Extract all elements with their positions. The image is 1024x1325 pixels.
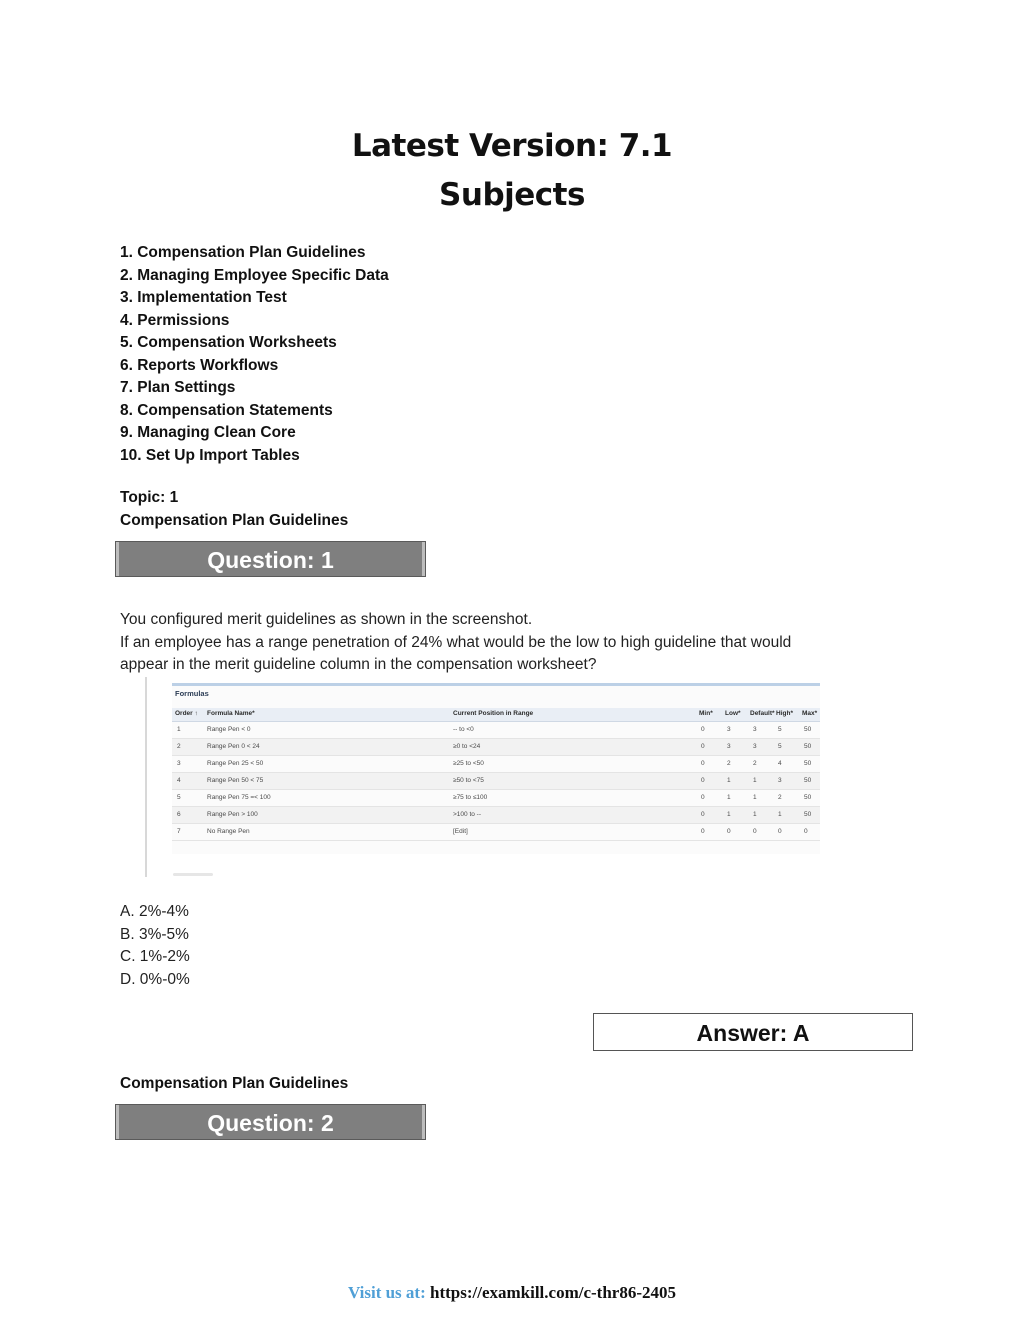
cell-max: 50	[804, 811, 812, 818]
cell-low: 1	[727, 811, 731, 818]
cell-default: 1	[753, 794, 757, 801]
scroll-mark	[173, 873, 213, 876]
table-row	[172, 790, 820, 807]
header-formula: Formula Name*	[207, 710, 255, 717]
cell-low: 3	[727, 743, 731, 750]
footer-link[interactable]: https://examkill.com/c-thr86-2405	[430, 1283, 676, 1302]
header-max: Max*	[802, 710, 818, 717]
cell-default: 1	[753, 777, 757, 784]
question-line: You configured merit guidelines as shown in the screenshot.	[120, 611, 533, 628]
cell-position: ≥50 to <75	[453, 777, 484, 784]
table-row	[172, 739, 820, 756]
cell-max: 0	[804, 828, 808, 835]
answer-box: Answer: A	[593, 1013, 913, 1051]
cell-formula: No Range Pen	[207, 828, 250, 835]
page-title: Latest Version: 7.1	[351, 128, 673, 164]
question-line: If an employee has a range penetration of 24% what would be the low to high guideline that would	[120, 633, 792, 651]
cell-formula: Range Pen > 100	[207, 811, 258, 818]
page-subtitle: Subjects	[439, 177, 585, 213]
subject-item: 10. Set Up Import Tables	[120, 446, 300, 464]
cell-formula: Range Pen 75 =< 100	[207, 794, 271, 801]
cell-min: 0	[701, 811, 705, 818]
cell-low: 1	[727, 777, 731, 784]
subject-item: 2. Managing Employee Specific Data	[120, 266, 389, 284]
cell-min: 0	[701, 726, 705, 733]
cell-max: 50	[804, 726, 812, 733]
cell-default: 1	[753, 811, 757, 818]
cell-high: 1	[778, 811, 782, 818]
table-row	[172, 824, 820, 841]
subjects-list	[120, 242, 389, 467]
screenshot-edge	[145, 677, 147, 877]
option-c: C. 1%-2%	[120, 948, 190, 965]
cell-position: [Edit]	[453, 828, 468, 835]
cell-max: 50	[804, 777, 812, 784]
topic-name: Compensation Plan Guidelines	[120, 512, 349, 529]
question-1-text	[120, 609, 900, 677]
subject-item: 3. Implementation Test	[120, 289, 287, 306]
cell-high: 5	[778, 743, 782, 750]
header-order: Order ↑	[175, 710, 198, 717]
cell-low: 0	[727, 828, 731, 835]
cell-order: 1	[177, 726, 181, 733]
table-row	[172, 756, 820, 773]
table-row	[172, 722, 820, 739]
cell-high: 4	[778, 760, 782, 767]
cell-low: 1	[727, 794, 731, 801]
cell-formula: Range Pen 0 < 24	[207, 743, 260, 750]
cell-max: 50	[804, 760, 812, 767]
cell-low: 2	[727, 760, 731, 767]
header-position: Current Position in Range	[453, 710, 534, 717]
cell-max: 50	[804, 794, 812, 801]
subject-item: 8. Compensation Statements	[120, 401, 333, 419]
cell-order: 4	[177, 777, 181, 784]
subject-item: 5. Compensation Worksheets	[120, 334, 337, 351]
cell-position: >100 to --	[453, 811, 482, 818]
cell-position: ≥75 to ≤100	[453, 794, 488, 801]
option-d: D. 0%-0%	[120, 970, 190, 988]
cell-order: 6	[177, 811, 181, 818]
option-a: A. 2%-4%	[120, 903, 189, 920]
footer	[0, 1283, 1024, 1303]
question-2-banner: Question: 2	[115, 1104, 426, 1140]
formulas-screenshot	[145, 675, 825, 880]
cell-order: 3	[177, 760, 181, 767]
cell-min: 0	[701, 760, 705, 767]
header-min: Min*	[699, 710, 713, 717]
question-line: appear in the merit guideline column in the compensation worksheet?	[120, 656, 597, 673]
cell-order: 5	[177, 794, 181, 801]
formulas-panel	[172, 683, 820, 854]
formulas-table-header	[172, 708, 820, 722]
table-row	[172, 807, 820, 824]
cell-default: 3	[753, 743, 757, 750]
footer-label: Visit us at:	[347, 1283, 426, 1302]
answer-options	[120, 901, 190, 991]
header-high: High*	[776, 710, 793, 717]
question-1-banner: Question: 1	[115, 541, 426, 577]
subject-item: 1. Compensation Plan Guidelines	[120, 244, 366, 261]
table-row	[172, 773, 820, 790]
cell-position: ≥0 to <24	[453, 743, 481, 750]
cell-formula: Range Pen 50 < 75	[207, 777, 264, 784]
cell-position: -- to <0	[453, 726, 474, 733]
cell-high: 3	[778, 777, 782, 784]
cell-order: 7	[177, 828, 181, 835]
topic-2-name: Compensation Plan Guidelines	[120, 1075, 349, 1092]
cell-order: 2	[177, 743, 181, 750]
subject-item: 6. Reports Workflows	[120, 356, 279, 374]
cell-high: 5	[778, 726, 782, 733]
cell-min: 0	[701, 794, 705, 801]
cell-formula: Range Pen < 0	[207, 726, 251, 733]
cell-high: 0	[778, 828, 782, 835]
topic-number: Topic: 1	[120, 489, 179, 506]
header-default: Default*	[750, 710, 775, 717]
cell-min: 0	[701, 743, 705, 750]
subject-item: 9. Managing Clean Core	[120, 424, 296, 441]
cell-formula: Range Pen 25 < 50	[207, 760, 264, 767]
cell-min: 0	[701, 828, 705, 835]
formulas-panel-title: Formulas	[175, 689, 209, 698]
cell-max: 50	[804, 743, 812, 750]
cell-high: 2	[778, 794, 782, 801]
cell-min: 0	[701, 777, 705, 784]
cell-low: 3	[727, 726, 731, 733]
cell-default: 2	[753, 760, 757, 767]
option-b: B. 3%-5%	[120, 925, 189, 943]
subject-item: 4. Permissions	[120, 311, 230, 329]
subject-item: 7. Plan Settings	[120, 379, 236, 396]
header-low: Low*	[725, 710, 741, 717]
cell-default: 3	[753, 726, 757, 733]
cell-default: 0	[753, 828, 757, 835]
cell-position: ≥25 to <50	[453, 760, 484, 767]
